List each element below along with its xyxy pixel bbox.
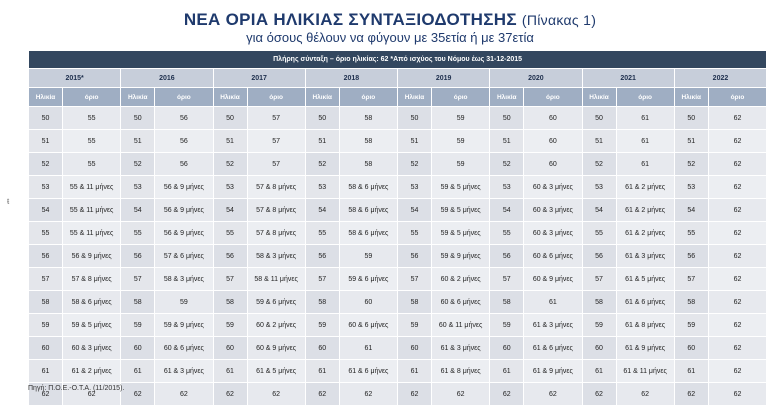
title-table-ref: (Πίνακας 1) xyxy=(521,12,597,28)
limit-cell: 57 xyxy=(247,130,305,153)
limit-cell: 58 & 6 μήνες xyxy=(63,291,121,314)
year-header: 2018 xyxy=(305,69,397,88)
limit-cell: 62 xyxy=(708,314,766,337)
source-note: Πηγή: Π.Ο.Ε.-Ο.Τ.Α. (11/2015). xyxy=(28,385,125,392)
limit-cell: 61 xyxy=(616,153,674,176)
limit-cell: 60 xyxy=(524,153,582,176)
age-cell: 59 xyxy=(674,314,708,337)
limit-cell: 56 & 9 μήνες xyxy=(155,199,213,222)
age-cell: 56 xyxy=(121,245,155,268)
limit-cell: 60 & 6 μήνες xyxy=(524,245,582,268)
limit-cell: 60 & 3 μήνες xyxy=(524,199,582,222)
limit-cell: 55 xyxy=(63,153,121,176)
limit-cell: 60 & 6 μήνες xyxy=(432,291,490,314)
age-cell: 51 xyxy=(29,130,63,153)
limit-cell: 62 xyxy=(708,176,766,199)
limit-cell: 57 & 8 μήνες xyxy=(247,176,305,199)
age-cell: 58 xyxy=(398,291,432,314)
limit-column-header: όριο xyxy=(155,88,213,107)
limit-cell: 60 xyxy=(524,107,582,130)
limit-cell: 61 & 3 μήνες xyxy=(432,337,490,360)
age-cell: 58 xyxy=(121,291,155,314)
age-column-header: Ηλικία xyxy=(213,88,247,107)
limit-cell: 61 & 5 μήνες xyxy=(247,360,305,383)
age-cell: 60 xyxy=(398,337,432,360)
limit-cell: 59 & 5 μήνες xyxy=(432,176,490,199)
limit-cell: 57 & 8 μήνες xyxy=(247,222,305,245)
age-cell: 50 xyxy=(398,107,432,130)
limit-cell: 60 & 9 μήνες xyxy=(524,268,582,291)
age-cell: 56 xyxy=(490,245,524,268)
age-cell: 58 xyxy=(582,291,616,314)
limit-cell: 60 & 6 μήνες xyxy=(339,314,397,337)
limit-cell: 60 xyxy=(339,291,397,314)
age-cell: 53 xyxy=(213,176,247,199)
limit-cell: 62 xyxy=(155,383,213,406)
table-row xyxy=(29,268,767,291)
age-cell: 57 xyxy=(305,268,339,291)
year-header: 2021 xyxy=(582,69,674,88)
age-cell: 58 xyxy=(490,291,524,314)
age-column-header: Ηλικία xyxy=(29,88,63,107)
age-cell: 52 xyxy=(213,153,247,176)
limit-cell: 58 & 11 μήνες xyxy=(247,268,305,291)
limit-cell: 57 xyxy=(247,153,305,176)
age-cell: 60 xyxy=(674,337,708,360)
limit-cell: 56 & 9 μήνες xyxy=(155,176,213,199)
age-cell: 61 xyxy=(213,360,247,383)
age-cell: 51 xyxy=(398,130,432,153)
table-row xyxy=(29,360,767,383)
limit-cell: 56 xyxy=(155,130,213,153)
table-body xyxy=(29,107,767,406)
retirement-age-table xyxy=(28,50,767,406)
age-cell: 59 xyxy=(305,314,339,337)
age-cell: 58 xyxy=(305,291,339,314)
limit-cell: 62 xyxy=(432,383,490,406)
limit-cell: 60 & 3 μήνες xyxy=(524,176,582,199)
table-row xyxy=(29,245,767,268)
age-cell: 62 xyxy=(29,383,63,406)
age-column-header: Ηλικία xyxy=(305,88,339,107)
age-cell: 56 xyxy=(29,245,63,268)
age-cell: 61 xyxy=(490,360,524,383)
age-column-header: Ηλικία xyxy=(398,88,432,107)
limit-cell: 60 & 9 μήνες xyxy=(247,337,305,360)
age-cell: 55 xyxy=(582,222,616,245)
limit-cell: 62 xyxy=(708,222,766,245)
year-header: 2022 xyxy=(674,69,766,88)
year-header: 2019 xyxy=(398,69,490,88)
limit-cell: 59 & 5 μήνες xyxy=(432,199,490,222)
age-cell: 60 xyxy=(121,337,155,360)
age-cell: 57 xyxy=(582,268,616,291)
age-cell: 57 xyxy=(121,268,155,291)
limit-cell: 56 xyxy=(155,107,213,130)
limit-cell: 62 xyxy=(708,360,766,383)
age-cell: 55 xyxy=(29,222,63,245)
age-cell: 61 xyxy=(582,360,616,383)
limit-cell: 57 & 8 μήνες xyxy=(63,268,121,291)
age-cell: 53 xyxy=(29,176,63,199)
age-cell: 59 xyxy=(121,314,155,337)
age-cell: 54 xyxy=(305,199,339,222)
limit-cell: 62 xyxy=(708,199,766,222)
limit-cell: 57 & 8 μήνες xyxy=(247,199,305,222)
year-header: 2017 xyxy=(213,69,305,88)
age-cell: 55 xyxy=(121,222,155,245)
limit-cell: 62 xyxy=(708,153,766,176)
age-cell: 51 xyxy=(674,130,708,153)
limit-cell: 58 xyxy=(339,107,397,130)
age-cell: 62 xyxy=(582,383,616,406)
age-cell: 53 xyxy=(674,176,708,199)
limit-cell: 58 & 3 μήνες xyxy=(155,268,213,291)
age-cell: 56 xyxy=(582,245,616,268)
limit-cell: 62 xyxy=(524,383,582,406)
age-cell: 50 xyxy=(582,107,616,130)
limit-cell: 58 & 6 μήνες xyxy=(339,176,397,199)
age-cell: 62 xyxy=(490,383,524,406)
limit-cell: 59 & 9 μήνες xyxy=(155,314,213,337)
limit-cell: 62 xyxy=(616,383,674,406)
age-cell: 62 xyxy=(398,383,432,406)
limit-cell: 60 & 3 μήνες xyxy=(524,222,582,245)
limit-cell: 60 & 2 μήνες xyxy=(432,268,490,291)
age-cell: 61 xyxy=(29,360,63,383)
limit-cell: 59 xyxy=(432,153,490,176)
limit-cell: 61 & 11 μήνες xyxy=(616,360,674,383)
limit-cell: 55 & 11 μήνες xyxy=(63,222,121,245)
limit-cell: 61 & 9 μήνες xyxy=(524,360,582,383)
limit-cell: 61 & 3 μήνες xyxy=(524,314,582,337)
limit-cell: 59 xyxy=(432,130,490,153)
limit-cell: 61 xyxy=(616,130,674,153)
age-cell: 52 xyxy=(305,153,339,176)
age-cell: 53 xyxy=(490,176,524,199)
limit-cell: 60 & 3 μήνες xyxy=(63,337,121,360)
age-column-header: Ηλικία xyxy=(121,88,155,107)
age-cell: 61 xyxy=(305,360,339,383)
age-cell: 60 xyxy=(582,337,616,360)
limit-cell: 61 & 3 μήνες xyxy=(616,245,674,268)
limit-cell: 55 & 11 μήνες xyxy=(63,199,121,222)
limit-cell: 60 xyxy=(524,130,582,153)
limit-cell: 61 xyxy=(616,107,674,130)
age-cell: 52 xyxy=(398,153,432,176)
age-cell: 57 xyxy=(674,268,708,291)
age-cell: 57 xyxy=(213,268,247,291)
table-row xyxy=(29,176,767,199)
limit-cell: 60 & 6 μήνες xyxy=(155,337,213,360)
age-cell: 51 xyxy=(490,130,524,153)
year-header: 2020 xyxy=(490,69,582,88)
limit-cell: 62 xyxy=(63,383,121,406)
table-row xyxy=(29,153,767,176)
age-cell: 60 xyxy=(29,337,63,360)
limit-cell: 61 & 5 μήνες xyxy=(616,268,674,291)
table-row xyxy=(29,383,767,406)
age-cell: 55 xyxy=(213,222,247,245)
age-cell: 54 xyxy=(29,199,63,222)
limit-column-header: όριο xyxy=(339,88,397,107)
age-cell: 50 xyxy=(29,107,63,130)
age-cell: 53 xyxy=(121,176,155,199)
age-column-header: Ηλικία xyxy=(490,88,524,107)
limit-cell: 62 xyxy=(247,383,305,406)
year-header: 2015* xyxy=(29,69,121,88)
year-header-row xyxy=(29,69,767,88)
limit-cell: 56 & 9 μήνες xyxy=(63,245,121,268)
age-cell: 50 xyxy=(490,107,524,130)
age-column-header: Ηλικία xyxy=(674,88,708,107)
limit-cell: 61 & 2 μήνες xyxy=(616,176,674,199)
limit-cell: 61 & 6 μήνες xyxy=(616,291,674,314)
age-cell: 59 xyxy=(582,314,616,337)
limit-cell: 58 & 6 μήνες xyxy=(339,199,397,222)
limit-cell: 59 & 6 μήνες xyxy=(339,268,397,291)
limit-cell: 56 xyxy=(155,153,213,176)
limit-column-header: όριο xyxy=(708,88,766,107)
age-cell: 54 xyxy=(121,199,155,222)
limit-cell: 55 xyxy=(63,107,121,130)
age-cell: 56 xyxy=(674,245,708,268)
limit-cell: 59 xyxy=(432,107,490,130)
limit-cell: 61 & 2 μήνες xyxy=(616,199,674,222)
limit-cell: 57 & 6 μήνες xyxy=(155,245,213,268)
limit-cell: 61 & 8 μήνες xyxy=(432,360,490,383)
limit-cell: 61 xyxy=(524,291,582,314)
age-cell: 53 xyxy=(582,176,616,199)
column-header-row xyxy=(29,88,767,107)
age-cell: 59 xyxy=(398,314,432,337)
age-cell: 56 xyxy=(213,245,247,268)
age-cell: 60 xyxy=(305,337,339,360)
limit-cell: 62 xyxy=(339,383,397,406)
age-cell: 52 xyxy=(29,153,63,176)
age-cell: 57 xyxy=(490,268,524,291)
limit-cell: 55 xyxy=(63,130,121,153)
limit-cell: 62 xyxy=(708,291,766,314)
age-cell: 55 xyxy=(674,222,708,245)
age-column-header: Ηλικία xyxy=(582,88,616,107)
age-cell: 53 xyxy=(305,176,339,199)
limit-cell: 58 & 3 μήνες xyxy=(247,245,305,268)
age-cell: 54 xyxy=(582,199,616,222)
year-header: 2016 xyxy=(121,69,213,88)
limit-cell: 61 & 6 μήνες xyxy=(339,360,397,383)
age-cell: 55 xyxy=(305,222,339,245)
age-cell: 51 xyxy=(121,130,155,153)
age-cell: 58 xyxy=(29,291,63,314)
age-cell: 50 xyxy=(213,107,247,130)
limit-cell: 58 & 6 μήνες xyxy=(339,222,397,245)
age-cell: 62 xyxy=(213,383,247,406)
age-cell: 50 xyxy=(305,107,339,130)
limit-cell: 61 & 6 μήνες xyxy=(524,337,582,360)
limit-cell: 62 xyxy=(708,107,766,130)
age-cell: 50 xyxy=(674,107,708,130)
age-cell: 62 xyxy=(121,383,155,406)
limit-cell: 57 xyxy=(247,107,305,130)
age-cell: 53 xyxy=(398,176,432,199)
limit-cell: 55 & 11 μήνες xyxy=(63,176,121,199)
limit-cell: 61 & 2 μήνες xyxy=(63,360,121,383)
limit-cell: 58 xyxy=(339,153,397,176)
age-cell: 58 xyxy=(213,291,247,314)
limit-cell: 62 xyxy=(708,383,766,406)
age-cell: 59 xyxy=(29,314,63,337)
age-cell: 59 xyxy=(213,314,247,337)
age-cell: 52 xyxy=(121,153,155,176)
table-row xyxy=(29,291,767,314)
table-row xyxy=(29,107,767,130)
limit-cell: 59 xyxy=(339,245,397,268)
margin-mark: ŧ xyxy=(7,197,10,206)
limit-cell: 62 xyxy=(708,245,766,268)
age-cell: 51 xyxy=(582,130,616,153)
limit-cell: 59 xyxy=(155,291,213,314)
age-cell: 52 xyxy=(490,153,524,176)
age-cell: 54 xyxy=(213,199,247,222)
limit-cell: 62 xyxy=(708,130,766,153)
limit-cell: 61 & 2 μήνες xyxy=(616,222,674,245)
limit-cell: 62 xyxy=(708,268,766,291)
age-cell: 51 xyxy=(213,130,247,153)
title-main: ΝΕΑ ΟΡΙΑ ΗΛΙΚΙΑΣ ΣΥΝΤΑΞΙΟΔΟΤΗΣΗΣ xyxy=(183,10,517,29)
limit-cell: 61 xyxy=(339,337,397,360)
limit-column-header: όριο xyxy=(432,88,490,107)
age-cell: 52 xyxy=(674,153,708,176)
age-cell: 60 xyxy=(213,337,247,360)
limit-column-header: όριο xyxy=(524,88,582,107)
limit-column-header: όριο xyxy=(63,88,121,107)
limit-cell: 62 xyxy=(708,337,766,360)
table-banner-row xyxy=(29,51,767,69)
table-row xyxy=(29,130,767,153)
limit-column-header: όριο xyxy=(616,88,674,107)
age-cell: 52 xyxy=(582,153,616,176)
age-cell: 57 xyxy=(29,268,63,291)
age-cell: 51 xyxy=(305,130,339,153)
age-cell: 54 xyxy=(674,199,708,222)
age-cell: 54 xyxy=(490,199,524,222)
age-cell: 59 xyxy=(490,314,524,337)
age-cell: 56 xyxy=(398,245,432,268)
table-row xyxy=(29,199,767,222)
limit-cell: 59 & 5 μήνες xyxy=(432,222,490,245)
limit-cell: 61 & 3 μήνες xyxy=(155,360,213,383)
limit-cell: 61 & 8 μήνες xyxy=(616,314,674,337)
age-cell: 55 xyxy=(398,222,432,245)
limit-cell: 58 xyxy=(339,130,397,153)
age-cell: 55 xyxy=(490,222,524,245)
age-cell: 54 xyxy=(398,199,432,222)
limit-cell: 60 & 11 μήνες xyxy=(432,314,490,337)
limit-cell: 59 & 6 μήνες xyxy=(247,291,305,314)
table-banner: Πλήρης σύνταξη – όριο ηλικίας: 62 *Από ισχύος του Νόμου έως 31-12-2015 xyxy=(29,51,767,69)
limit-cell: 59 & 9 μήνες xyxy=(432,245,490,268)
table-row xyxy=(29,337,767,360)
limit-cell: 56 & 9 μήνες xyxy=(155,222,213,245)
table-row xyxy=(29,222,767,245)
document-subtitle: για όσους θέλουν να φύγουν με 35ετία ή με 37ετία xyxy=(246,30,534,45)
age-cell: 58 xyxy=(674,291,708,314)
limit-column-header: όριο xyxy=(247,88,305,107)
age-cell: 62 xyxy=(674,383,708,406)
age-cell: 62 xyxy=(305,383,339,406)
table-row xyxy=(29,314,767,337)
age-cell: 61 xyxy=(121,360,155,383)
age-cell: 61 xyxy=(398,360,432,383)
limit-cell: 60 & 2 μήνες xyxy=(247,314,305,337)
age-cell: 61 xyxy=(674,360,708,383)
age-cell: 50 xyxy=(121,107,155,130)
age-cell: 60 xyxy=(490,337,524,360)
limit-cell: 61 & 9 μήνες xyxy=(616,337,674,360)
age-cell: 56 xyxy=(305,245,339,268)
limit-cell: 59 & 5 μήνες xyxy=(63,314,121,337)
document-title xyxy=(0,10,780,30)
age-cell: 57 xyxy=(398,268,432,291)
